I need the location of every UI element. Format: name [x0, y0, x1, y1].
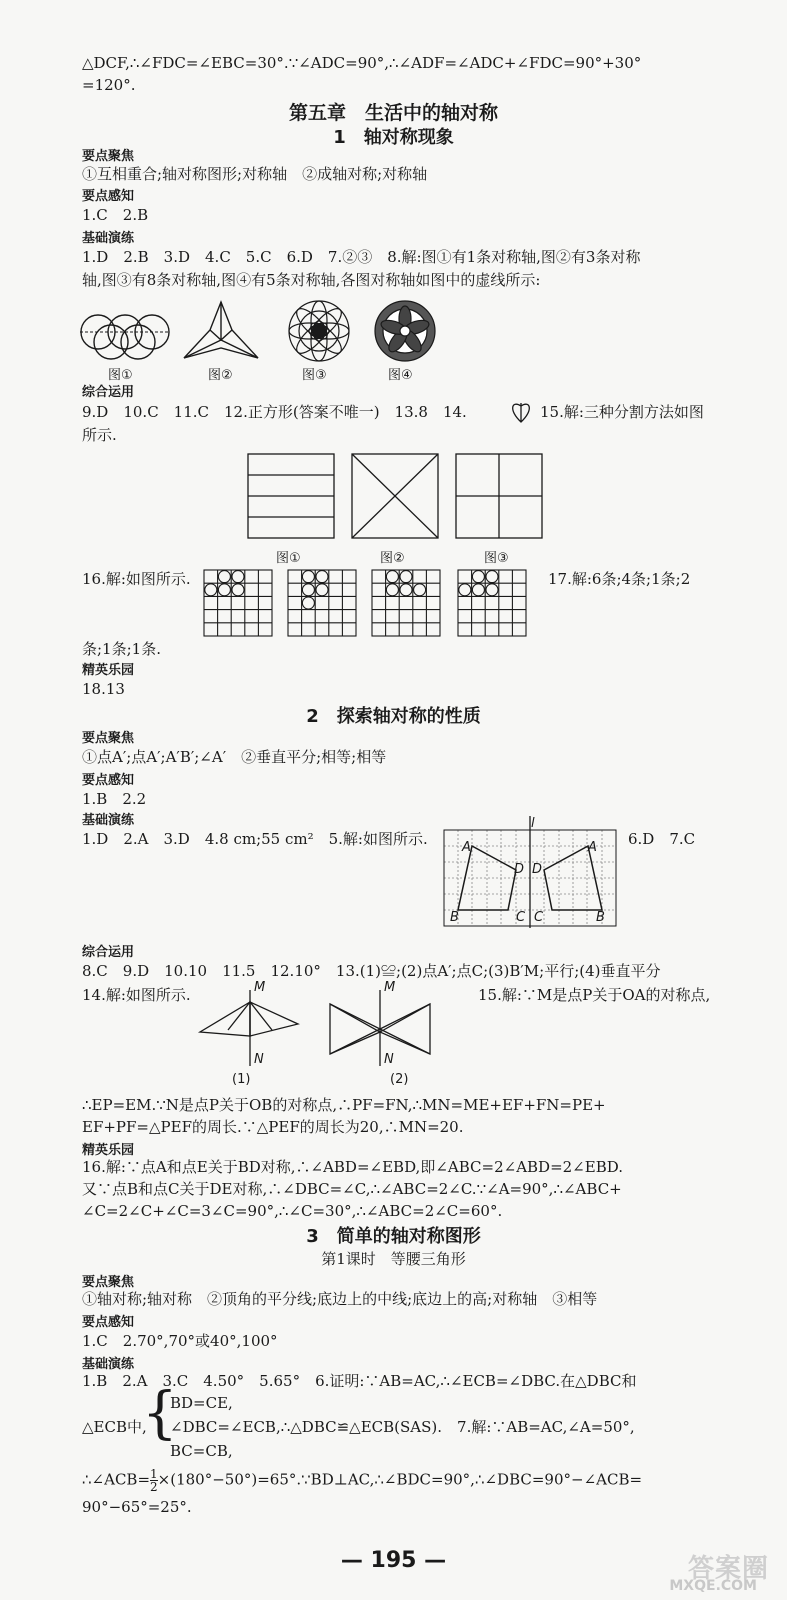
- s2-combo-4: EF+PF=△PEF的周长.∵△PEF的周长为20,∴MN=20.: [82, 1118, 464, 1136]
- s2-heading-combo: 综合运用: [82, 945, 135, 960]
- fig2-label-N: N: [384, 1052, 394, 1067]
- s2-elite-3: ∠C=2∠C+∠C=3∠C=90°,∴∠C=30°,∴∠ABC=2∠C=60°.: [82, 1202, 503, 1220]
- fig2-label-M: M: [384, 980, 396, 995]
- page-number: — 195 —: [340, 1548, 447, 1573]
- s3-sense: 1.C 2.70°,70°或40°,100°: [82, 1332, 278, 1350]
- intro-line-1: △DCF,∴∠FDC=∠EBC=30°.∵∠ADC=90°,∴∠ADF=∠ADC+∠FDC=90°+30°: [82, 54, 642, 72]
- circle-grid-4: [458, 570, 526, 636]
- point-label-D: D: [514, 862, 525, 877]
- fig15-caption-2: 图②: [380, 551, 405, 566]
- intro-line-2: =120°.: [82, 76, 136, 94]
- point-label-C: C: [516, 910, 526, 925]
- s2-basic: 1.D 2.A 3.D 4.8 cm;55 cm² 5.解:如图所示.: [82, 830, 428, 848]
- section3-title: 3 简单的轴对称图形: [306, 1226, 481, 1247]
- axis-label-l: l: [531, 816, 535, 831]
- s1-heading-sense: 要点感知: [82, 189, 135, 204]
- circle-grid-1: [204, 570, 272, 636]
- fig1-label-M: M: [254, 980, 266, 995]
- s3-heading-basic: 基础演练: [82, 1357, 135, 1372]
- square-split-rows: [248, 454, 334, 538]
- s1-sense: 1.C 2.B: [82, 206, 149, 224]
- s3-system-1: BD=CE,: [170, 1394, 233, 1412]
- s3-system-left: △ECB中,: [82, 1418, 147, 1436]
- s1-focus: ①互相重合;轴对称图形;对称轴 ②成轴对称;对称轴: [82, 165, 428, 183]
- triangle-kite-figure: [182, 300, 260, 362]
- point-label-B: B: [450, 910, 459, 925]
- s2-combo-1: 8.C 9.D 10.10 11.5 12.10° 13.(1)≌;(2)点A′;点C;(3)B′M;平行;(4)垂直平分: [82, 962, 661, 980]
- s1-q16: 16.解:如图所示.: [82, 570, 191, 588]
- s1-basic-1: 1.D 2.B 3.D 4.C 5.C 6.D 7.②③ 8.解:图①有1条对称轴,图②有3条对称: [82, 248, 641, 266]
- s3-focus: ①轴对称;轴对称 ②顶角的平分线;底边上的中线;底边上的高;对称轴 ③相等: [82, 1290, 598, 1308]
- fraction-denominator: 2: [150, 1480, 158, 1494]
- s2-heading-focus: 要点聚焦: [82, 731, 135, 746]
- s2-fig-caption-2: (2): [390, 1072, 409, 1087]
- s2-heading-sense: 要点感知: [82, 773, 135, 788]
- reflection-figure-2: [330, 990, 430, 1068]
- section3-subtitle: 第1课时 等腰三角形: [321, 1250, 466, 1268]
- s2-heading-elite: 精英乐园: [82, 1143, 135, 1158]
- s1-combo-2: 所示.: [82, 426, 117, 444]
- s1-heading-focus: 要点聚焦: [82, 149, 135, 164]
- s1-q17: 17.解:6条;4条;1条;2: [548, 570, 691, 588]
- s3-system-3: BC=CB,: [170, 1442, 233, 1460]
- point-label-A-prime: A: [588, 840, 597, 855]
- s2-fig-caption-1: (1): [232, 1072, 251, 1087]
- flower-figure-8-axes: [286, 298, 352, 364]
- fig-caption-3: 图③: [302, 368, 327, 383]
- flower-figure-5-axes: [372, 298, 438, 364]
- s1-q17-cont: 条;1条;1条.: [82, 640, 161, 658]
- chapter-title: 第五章 生活中的轴对称: [288, 102, 498, 124]
- section2-title: 2 探索轴对称的性质: [306, 706, 481, 727]
- fig-caption-1: 图①: [108, 368, 133, 383]
- fig1-label-N: N: [254, 1052, 264, 1067]
- butterfly-icon: [508, 400, 534, 424]
- fig-caption-2: 图②: [208, 368, 233, 383]
- fraction-half: [150, 1468, 158, 1493]
- s3-last-2: 90°−65°=25°.: [82, 1498, 192, 1516]
- point-label-B-prime: B: [596, 910, 605, 925]
- system-brace: {: [142, 1381, 178, 1446]
- s2-combo-2-right: 15.解:∵M是点P关于OA的对称点,: [478, 986, 711, 1004]
- s1-combo-1b: 15.解:三种分割方法如图: [540, 403, 704, 421]
- s1-elite: 18.13: [82, 680, 125, 698]
- watermark-logo: 答案圈: [687, 1554, 769, 1584]
- reflection-figure-1: [200, 990, 300, 1068]
- circle-grid-3: [372, 570, 440, 636]
- s2-focus: ①点A′;点A′;A′B′;∠A′ ②垂直平分;相等;相等: [82, 748, 387, 766]
- olympic-rings-figure: [80, 308, 170, 360]
- s2-elite-1: 16.解:∵点A和点E关于BD对称,∴∠ABD=∠EBD,即∠ABC=2∠ABD=2∠EBD.: [82, 1158, 623, 1176]
- circle-grid-2: [288, 570, 356, 636]
- fig15-caption-3: 图③: [484, 551, 509, 566]
- s2-combo-3: ∴EP=EM.∵N是点P关于OB的对称点,∴PF=FN,∴MN=ME+EF+FN=PE+: [82, 1096, 606, 1114]
- s2-combo-2: 14.解:如图所示.: [82, 986, 191, 1004]
- watermark-url: MXQE.COM: [669, 1578, 757, 1594]
- square-split-quarters: [456, 454, 542, 538]
- s1-basic-2: 轴,图③有8条对称轴,图④有5条对称轴,各图对称轴如图中的虚线所示:: [82, 271, 541, 289]
- s1-heading-elite: 精英乐园: [82, 663, 135, 678]
- s1-combo-1a: 9.D 10.C 11.C 12.正方形(答案不唯一) 13.8 14.: [82, 403, 467, 421]
- s3-last-1a: ∴∠ACB=: [82, 1470, 151, 1489]
- fig15-caption-1: 图①: [276, 551, 301, 566]
- s3-heading-focus: 要点聚焦: [82, 1275, 135, 1290]
- fraction-numerator: 1: [150, 1467, 158, 1481]
- fig-caption-4: 图④: [388, 368, 413, 383]
- s2-elite-2: 又∵点B和点C关于DE对称,∴∠DBC=∠C,∴∠ABC=2∠C.∵∠A=90°,∴∠ABC+: [82, 1180, 622, 1198]
- point-label-D-prime: D: [532, 862, 543, 877]
- square-split-diagonals: [352, 454, 438, 538]
- s3-last-1: [82, 1468, 717, 1493]
- s3-basic-1: 1.B 2.A 3.C 4.50° 5.65° 6.证明:∵AB=AC,∴∠ECB=∠DBC.在△DBC和: [82, 1372, 637, 1390]
- s2-heading-basic: 基础演练: [82, 813, 135, 828]
- point-label-A: A: [462, 840, 471, 855]
- s3-last-1b: ×(180°−50°)=65°.∵BD⊥AC,∴∠BDC=90°,∴∠DBC=90°−∠ACB=: [157, 1470, 643, 1489]
- s3-heading-sense: 要点感知: [82, 1315, 135, 1330]
- s3-system-2: ∠DBC=∠ECB,∴△DBC≌△ECB(SAS). 7.解:∵AB=AC,∠A=50°,: [170, 1418, 635, 1436]
- s1-heading-basic: 基础演练: [82, 231, 135, 246]
- s2-basic-right: 6.D 7.C: [628, 830, 696, 848]
- s2-sense: 1.B 2.2: [82, 790, 147, 808]
- section1-title: 1 轴对称现象: [333, 127, 454, 148]
- point-label-C-prime: C: [534, 910, 544, 925]
- s1-heading-combo: 综合运用: [82, 385, 135, 400]
